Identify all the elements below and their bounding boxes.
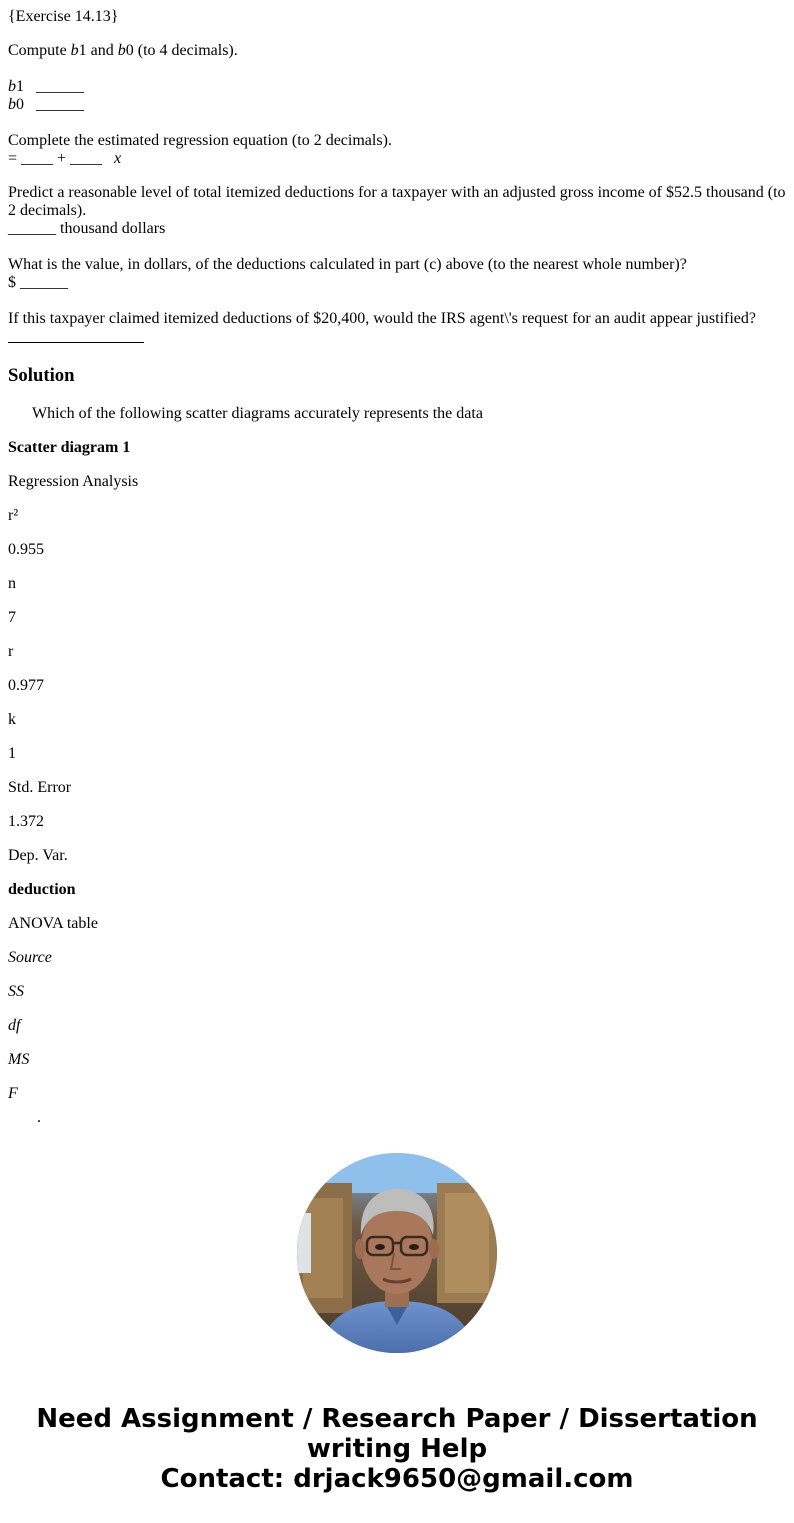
- stat-value-dep-var: deduction: [8, 881, 76, 898]
- question-audit: If this taxpayer claimed itemized deductions of $20,400, would the IRS agent\'s request for an audit appear justified?: [8, 310, 756, 327]
- promo-line-1: Need Assignment / Research Paper / Dissertation: [36, 1404, 758, 1434]
- b0-var: b: [117, 42, 126, 59]
- stat-value-r2: 0.955: [8, 541, 44, 558]
- and-text: and: [86, 42, 118, 59]
- audit-answer-line[interactable]: [8, 342, 144, 343]
- b0-answer-field[interactable]: ______: [36, 96, 84, 113]
- b0-row-var: b: [8, 96, 16, 113]
- x-variable: x: [114, 150, 122, 167]
- stat-value-std-error: 1.372: [8, 813, 44, 830]
- anova-header-ms: MS: [8, 1051, 30, 1068]
- question-deduction-value: What is the value, in dollars, of the deductions calculated in part (c) above (to the nearest whole number)?: [8, 256, 687, 273]
- anova-header-ss: SS: [8, 983, 24, 1000]
- deduction-value-answer-field[interactable]: $ ______: [8, 274, 68, 291]
- promo-line-2: writing Help: [306, 1434, 488, 1464]
- stat-label-n: n: [8, 575, 16, 592]
- stat-label-k: k: [8, 711, 16, 728]
- anova-header-source: Source: [8, 949, 52, 966]
- compute-suffix: (to 4 decimals).: [133, 42, 238, 59]
- b1-row-sub: 1: [16, 78, 24, 95]
- regression-analysis-title: Regression Analysis: [8, 473, 139, 490]
- stat-value-n: 7: [8, 609, 16, 626]
- trailing-dot: .: [37, 1109, 41, 1126]
- solution-heading: Solution: [8, 365, 75, 386]
- b0-sub: 0: [125, 42, 134, 59]
- exercise-title: {Exercise 14.13}: [8, 8, 119, 25]
- b1-sub: 1: [78, 42, 87, 59]
- compute-prefix: Compute: [8, 42, 71, 59]
- stat-label-std-error: Std. Error: [8, 779, 72, 796]
- scatter-diagram-title: Scatter diagram 1: [8, 439, 131, 456]
- solution-intro: Which of the following scatter diagrams accurately represents the data: [32, 405, 483, 422]
- author-avatar: [297, 1153, 497, 1353]
- b1-var: b: [70, 42, 79, 59]
- question-predict: Predict a reasonable level of total itemized deductions for a taxpayer with an adjusted gross income of $52.5 thousand (to 2 decimals).: [8, 184, 786, 219]
- anova-header-f: F: [8, 1085, 18, 1102]
- stat-label-r2: r²: [8, 507, 19, 524]
- promo-contact-line: Contact: drjack9650@gmail.com: [160, 1464, 634, 1494]
- b1-answer-field[interactable]: ______: [36, 78, 84, 95]
- stat-label-r: r: [8, 643, 14, 660]
- avatar-portrait-icon: [297, 1153, 497, 1353]
- stat-value-r: 0.977: [8, 677, 44, 694]
- b0-row-sub: 0: [16, 96, 24, 113]
- regression-equation-blanks[interactable]: = ____ + ____: [8, 150, 103, 167]
- b0-answer-row: [8, 96, 84, 114]
- stat-label-dep-var: Dep. Var.: [8, 847, 68, 864]
- b1-answer-row: [8, 78, 84, 96]
- b1-row-var: b: [8, 78, 16, 95]
- anova-table-title: ANOVA table: [8, 915, 98, 932]
- question-compute-b: [8, 42, 238, 60]
- question-regression-equation: Complete the estimated regression equation (to 2 decimals).: [8, 132, 392, 149]
- predict-answer-field[interactable]: ______ thousand dollars: [8, 220, 166, 237]
- regression-equation-row: [8, 150, 121, 168]
- anova-header-df: df: [8, 1017, 21, 1034]
- stat-value-k: 1: [8, 745, 16, 762]
